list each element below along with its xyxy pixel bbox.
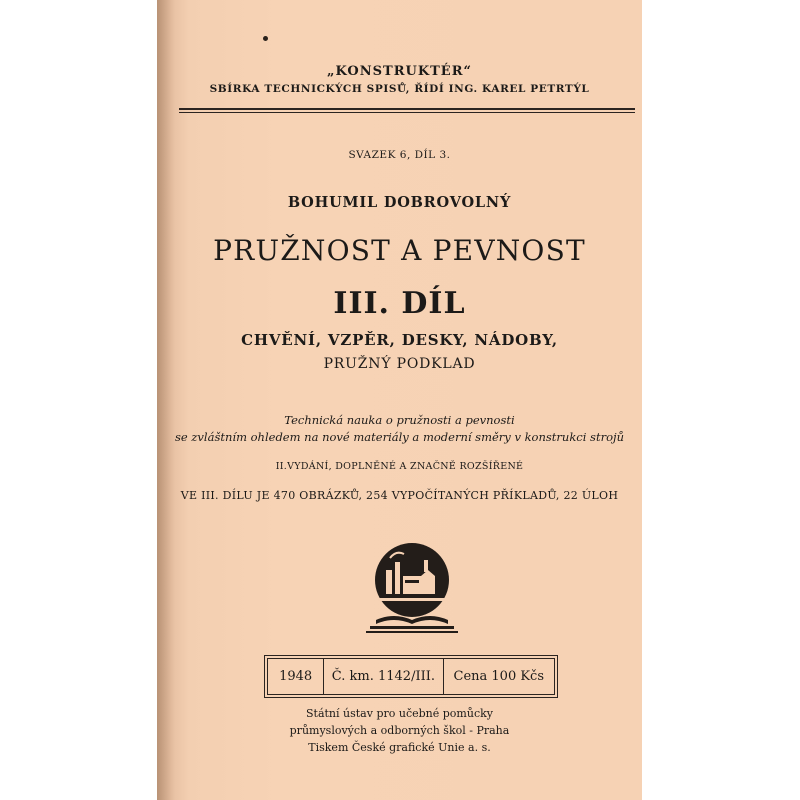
subtitle-line-2: PRUŽNÝ PODKLAD	[323, 356, 476, 372]
book-title: PRUŽNOST A PEVNOST	[213, 234, 586, 267]
publication-year: 1948	[268, 659, 324, 694]
edition-note: II.VYDÁNÍ, DOPLNĚNÉ A ZNAČNĚ ROZŠÍŘENÉ	[275, 461, 524, 472]
header-rule-thin	[179, 112, 635, 113]
description-line-1: Technická nauka o pružnosti a pevnosti	[284, 413, 515, 427]
series-subtitle: SBÍRKA TECHNICKÝCH SPISŮ, ŘÍDÍ ING. KAREL PETRTÝL	[209, 83, 590, 95]
subtitle-line-1: CHVĚNÍ, VZPĚR, DESKY, NÁDOBY,	[241, 331, 558, 349]
publication-info-box	[267, 658, 555, 695]
author: BOHUMIL DOBROVOLNÝ	[287, 194, 512, 211]
description-line-2: se zvláštním ohledem na nové materiály a moderní směry v konstrukci strojů	[175, 430, 624, 444]
publisher-line-2: průmyslových a odborných škol - Praha	[289, 724, 510, 737]
printer-line: Tiskem České grafické Unie a. s.	[308, 741, 491, 754]
publisher-emblem-icon	[362, 540, 462, 636]
volume-label: SVAZEK 6, DÍL 3.	[348, 149, 451, 161]
price: Cena 100 Kčs	[453, 669, 545, 684]
header-rule	[179, 108, 635, 110]
part-label: III. DÍL	[333, 286, 466, 321]
title-page	[157, 0, 642, 800]
series-title: „KONSTRUKTÉR“	[327, 64, 472, 79]
ink-speck	[263, 36, 268, 41]
publisher-line-1: Státní ústav pro učebné pomůcky	[306, 707, 493, 720]
spine-shadow	[157, 0, 175, 800]
contents-note: VE III. DÍLU JE 470 OBRÁZKŮ, 254 VYPOČÍTANÝCH PŘÍKLADŮ, 22 ÚLOH	[180, 489, 619, 502]
catalog-number: Č. km. 1142/III.	[324, 659, 443, 694]
